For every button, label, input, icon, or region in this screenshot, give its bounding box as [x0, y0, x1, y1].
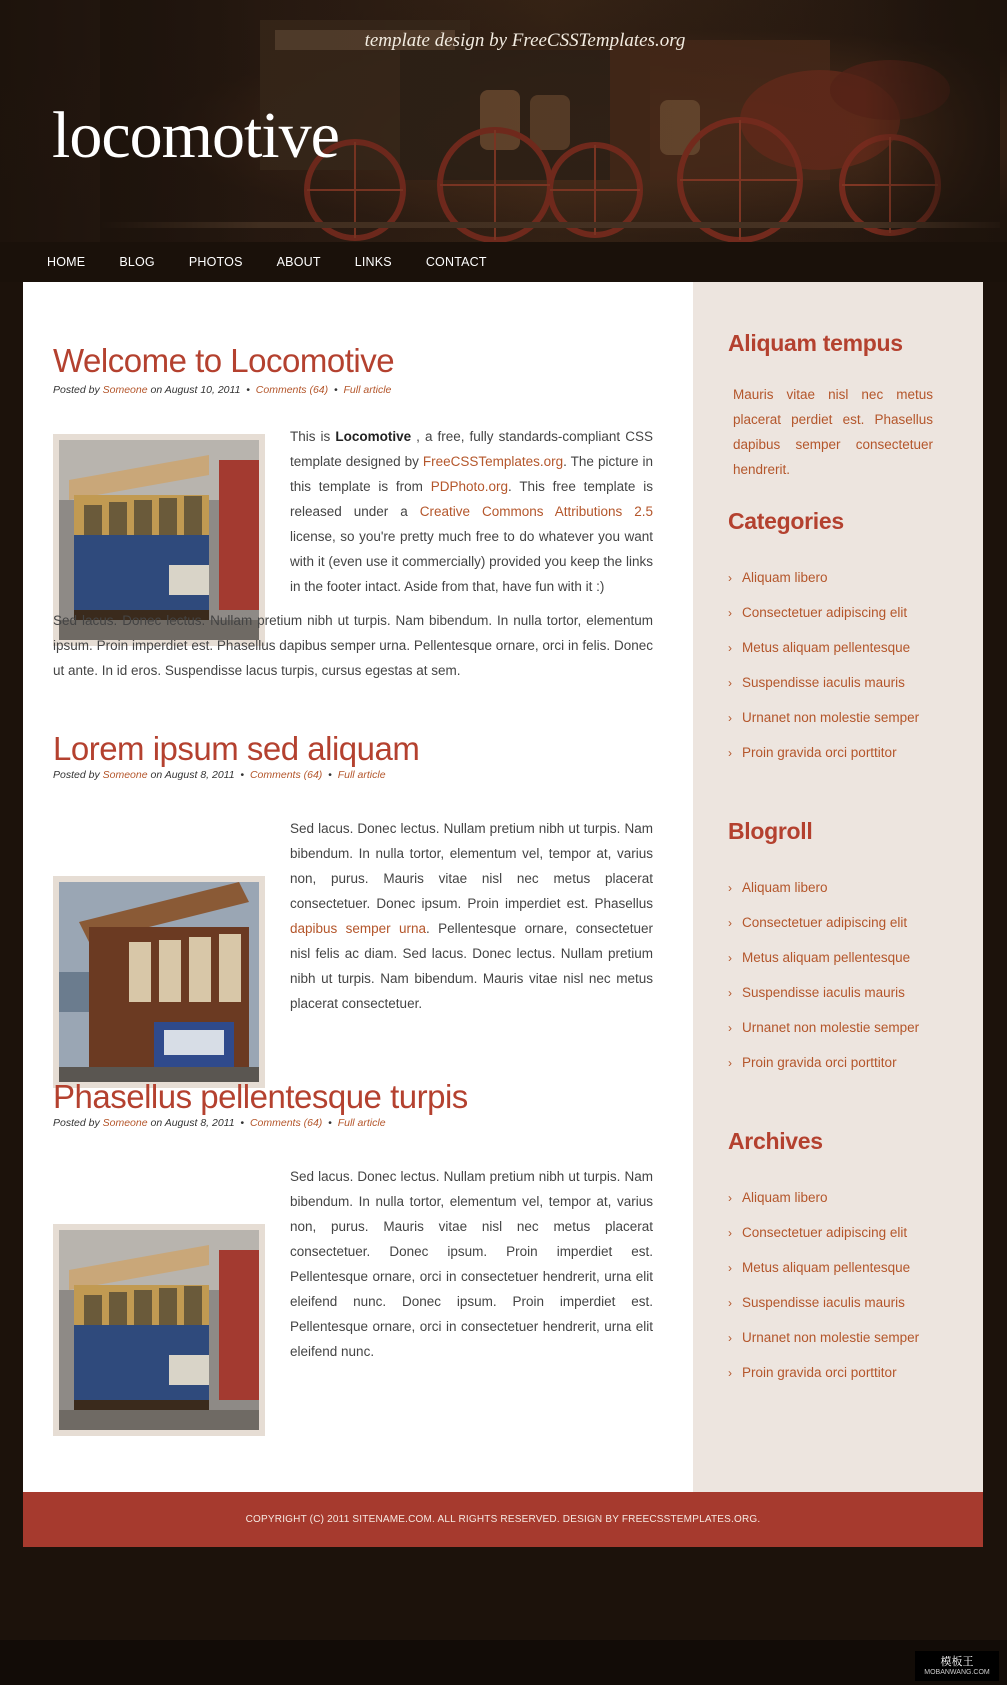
meta-author-link[interactable]: Someone [102, 1117, 148, 1129]
post-text-fragment: . This free template is released under a [290, 479, 653, 519]
meta-posted-by: Posted by [53, 1117, 100, 1129]
chevron-right-icon: › [728, 711, 732, 725]
post-title[interactable]: Phasellus pellentesque turpis [53, 1078, 468, 1115]
meta-comments-link[interactable]: Comments (64) [255, 384, 329, 396]
chevron-right-icon: › [728, 1331, 732, 1345]
menu-item-blog[interactable]: BLOG [119, 255, 155, 269]
list-item[interactable] [728, 983, 919, 1018]
meta-posted-by: Posted by [53, 769, 100, 781]
meta-separator: • [328, 1117, 332, 1129]
sidebar [693, 282, 983, 1492]
categories-list [728, 568, 919, 778]
meta-author-link[interactable]: Someone [102, 769, 148, 781]
post-meta [53, 384, 391, 396]
chevron-right-icon: › [728, 1226, 732, 1240]
chevron-right-icon: › [728, 1191, 732, 1205]
list-item[interactable] [728, 1258, 919, 1293]
link-creative-commons[interactable]: Creative Commons Attributions 2.5 [419, 504, 653, 519]
list-item[interactable] [728, 743, 919, 778]
main-menu [0, 242, 1007, 282]
list-item-label: Metus aliquam pellentesque [742, 950, 911, 965]
meta-separator: • [246, 384, 250, 396]
meta-date: on August 10, 2011 [150, 384, 241, 396]
chevron-right-icon: › [728, 1366, 732, 1380]
post-thumbnail[interactable] [53, 1224, 265, 1436]
meta-comments-link[interactable]: Comments (64) [249, 769, 323, 781]
chevron-right-icon: › [728, 1261, 732, 1275]
page-wrapper [23, 282, 983, 1492]
list-item-label: Proin gravida orci porttitor [742, 1365, 897, 1380]
footer: COPYRIGHT (C) 2011 SITENAME.COM. ALL RIGHTS RESERVED. DESIGN BY FREECSSTEMPLATES.ORG. [23, 1492, 983, 1547]
chevron-right-icon: › [728, 1056, 732, 1070]
menu-item-photos[interactable]: PHOTOS [188, 255, 243, 269]
list-item[interactable] [728, 568, 919, 603]
list-item-label: Metus aliquam pellentesque [742, 1260, 911, 1275]
chevron-right-icon: › [728, 951, 732, 965]
list-item[interactable] [728, 673, 919, 708]
list-item-label: Aliquam libero [742, 880, 828, 895]
watermark-badge [915, 1651, 999, 1681]
list-item-label: Proin gravida orci porttitor [742, 745, 897, 760]
meta-separator: • [240, 1117, 245, 1129]
list-item-label: Metus aliquam pellentesque [742, 640, 911, 655]
meta-separator: • [328, 769, 332, 781]
badge-title: 模板王 [940, 1656, 974, 1668]
chevron-right-icon: › [728, 916, 732, 930]
list-item[interactable] [728, 1223, 919, 1258]
cable-car-image [59, 882, 259, 1082]
chevron-right-icon: › [728, 606, 732, 620]
meta-full-article-link[interactable]: Full article [337, 1117, 386, 1129]
site-logo[interactable]: locomotive [52, 99, 339, 172]
menu-item-home[interactable]: HOME [47, 255, 86, 269]
post-body-continued: Sed lacus. Donec lectus. Nullam pretium nibh ut turpis. Nam bibendum. In nulla tortor, elementum ipsum. Proin imperdiet est. Phasellus dapibus semper urna. Pellentesque ornare, orci in felis. Donec ut ante. In id eros. Suspendisse lacus turpis, cursus egestas at sem. [53, 613, 653, 678]
chevron-right-icon: › [728, 641, 732, 655]
list-item[interactable] [728, 603, 919, 638]
site-tagline[interactable]: template design by FreeCSSTemplates.org [364, 30, 686, 51]
post-text-fragment: . Pellentesque ornare, consectetuer nisl felis ac diam. Sed lacus. Donec lectus. Nullam pretium nibh ut turpis. Nam bibendum. Mauris vitae nisl nec metus placerat consectetuer. [290, 921, 653, 1011]
meta-date: on August 8, 2011 [150, 769, 235, 781]
post-text-fragment: This is [290, 429, 331, 444]
list-item-label: Aliquam libero [742, 570, 828, 585]
list-item[interactable] [728, 708, 919, 743]
list-item[interactable] [728, 878, 919, 913]
chevron-right-icon: › [728, 676, 732, 690]
sidebar-archives-title: Archives [728, 1128, 823, 1154]
meta-separator: • [240, 769, 245, 781]
list-item-label: Consectetuer adipiscing elit [742, 605, 908, 620]
list-item-label: Consectetuer adipiscing elit [742, 1225, 908, 1240]
sidebar-categories-title: Categories [728, 508, 844, 534]
list-item-label: Consectetuer adipiscing elit [742, 915, 908, 930]
chevron-right-icon: › [728, 881, 732, 895]
chevron-right-icon: › [728, 571, 732, 585]
post-text-fragment: , a free, fully standards-compliant CSS template designed by [290, 429, 653, 469]
list-item-label: Suspendisse iaculis mauris [742, 985, 905, 1000]
meta-posted-by: Posted by [53, 384, 100, 396]
badge-subtitle: MOBANWANG.COM [924, 1669, 990, 1676]
meta-full-article-link[interactable]: Full article [337, 769, 386, 781]
list-item[interactable] [728, 1018, 919, 1053]
meta-separator: • [333, 384, 338, 396]
post-body [290, 816, 653, 1016]
chevron-right-icon: › [728, 1021, 732, 1035]
post-text-fragment: Sed lacus. Donec lectus. Nullam pretium nibh ut turpis. Nam bibendum. In nulla tortor, elementum vel, tempor at, varius non, purus. Mauris vitae nisl nec metus placerat consectetuer. Donec ipsum. Proin imperdiet est. Phasellus [290, 821, 653, 911]
blogroll-list [728, 878, 919, 1088]
post-title[interactable]: Lorem ipsum sed aliquam [53, 730, 420, 767]
post-body: Sed lacus. Donec lectus. Nullam pretium nibh ut turpis. Nam bibendum. In nulla tortor, elementum vel, tempor at, varius non, purus. Mauris vitae nisl nec metus placerat consectetuer. Donec ipsum. Proin imperdiet est. Pellentesque ornare, orci in consectetuer hendrerit, urna elit eleifend nunc. Donec ipsum. Proin imperdiet est. Pellentesque ornare, orci in consectetuer hendrerit, urna elit eleifend nunc. [290, 1169, 653, 1359]
menu-item-links[interactable]: LINKS [354, 255, 392, 269]
link-pdphoto[interactable]: PDPhoto.org [430, 479, 509, 494]
archives-list [728, 1188, 919, 1398]
post-text-bold: Locomotive [335, 429, 412, 444]
list-item-label: Suspendisse iaculis mauris [742, 1295, 905, 1310]
list-item-label: Suspendisse iaculis mauris [742, 675, 905, 690]
meta-full-article-link[interactable]: Full article [343, 384, 392, 396]
meta-author-link[interactable]: Someone [102, 384, 148, 396]
sidebar-blogroll-title: Blogroll [728, 818, 813, 844]
menu-item-about[interactable]: ABOUT [276, 255, 321, 269]
list-item-label: Proin gravida orci porttitor [742, 1055, 897, 1070]
cable-car-image [59, 1230, 259, 1430]
post-meta [53, 769, 386, 781]
post-text-fragment: . The picture in this template is from [290, 454, 653, 494]
post-text-fragment: license, so you're pretty much free to do whatever you want with it (even use it commercially) provided you keep the links in the footer intact. Aside from that, have fun with it :) [290, 529, 653, 594]
list-item-label: Urnanet non molestie semper [742, 710, 920, 725]
chevron-right-icon: › [728, 986, 732, 1000]
link-dapibus[interactable]: dapibus semper urna [290, 921, 427, 936]
list-item[interactable] [728, 1363, 919, 1398]
chevron-right-icon: › [728, 1296, 732, 1310]
list-item[interactable] [728, 1293, 919, 1328]
menu-item-contact[interactable]: CONTACT [425, 255, 487, 269]
list-item-label: Urnanet non molestie semper [742, 1020, 920, 1035]
sidebar-about-title: Aliquam tempus [728, 330, 903, 356]
meta-comments-link[interactable]: Comments (64) [249, 1117, 323, 1129]
meta-date: on August 8, 2011 [150, 1117, 235, 1129]
list-item-label: Urnanet non molestie semper [742, 1330, 920, 1345]
post-title[interactable]: Welcome to Locomotive [53, 342, 395, 379]
list-item[interactable] [728, 638, 919, 673]
link-freecsstemplates[interactable]: FreeCSSTemplates.org [422, 454, 564, 469]
bottom-band [0, 1640, 1007, 1685]
header [0, 0, 1007, 242]
post-thumbnail[interactable] [53, 876, 265, 1088]
list-item[interactable] [728, 1188, 919, 1223]
list-item[interactable] [728, 913, 919, 948]
list-item[interactable] [728, 1053, 919, 1088]
sidebar-about-text: Mauris vitae nisl nec metus placerat perdiet est. Phasellus dapibus semper consectetuer hendrerit. [733, 387, 933, 477]
post-meta [53, 1117, 386, 1129]
list-item[interactable] [728, 1328, 919, 1363]
chevron-right-icon: › [728, 746, 732, 760]
list-item[interactable] [728, 948, 919, 983]
post-body [290, 424, 653, 599]
list-item-label: Aliquam libero [742, 1190, 828, 1205]
